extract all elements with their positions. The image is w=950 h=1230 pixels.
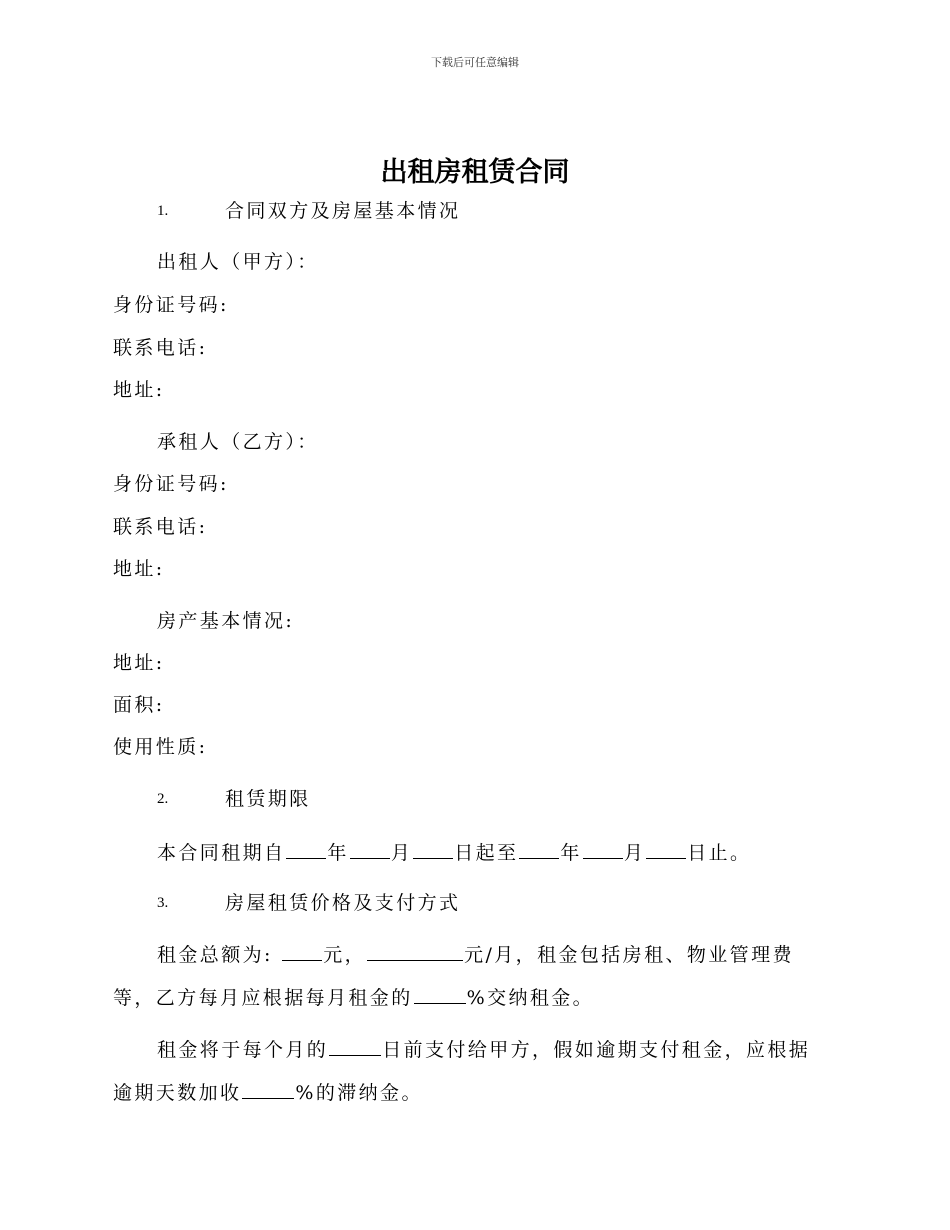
start-day-blank[interactable]	[413, 840, 453, 859]
payment-yuan: 元，	[323, 944, 367, 966]
term-month-2: 月	[623, 842, 646, 864]
lessor-phone-label: 联系电话:	[113, 337, 208, 359]
late-fee-percent-blank[interactable]	[242, 1080, 294, 1099]
section-2-number: 2.	[157, 791, 169, 807]
end-month-blank[interactable]	[583, 840, 623, 859]
lessor-label: 出租人（甲方）：	[157, 251, 319, 273]
term-day-from: 日起至	[454, 842, 519, 864]
rent-percent-blank[interactable]	[414, 985, 466, 1004]
payment-due-text: 租金将于每个月的	[157, 1039, 329, 1061]
payment-monthly-text: 元/月，租金包括房租、物业管理费	[464, 944, 794, 966]
lessee-address-label: 地址:	[113, 558, 165, 580]
section-3-heading: 房屋租赁价格及支付方式	[225, 892, 461, 914]
payment-line-4	[113, 1080, 423, 1105]
property-label: 房产基本情况:	[157, 610, 295, 632]
term-month-1: 月	[390, 842, 413, 864]
lessee-label: 承租人（乙方）：	[157, 431, 319, 453]
term-text-start: 本合同租期自	[157, 842, 286, 864]
property-area-label: 面积:	[113, 694, 165, 716]
section-3-number: 3.	[157, 895, 169, 911]
property-address-label: 地址:	[113, 652, 165, 674]
total-amount-blank[interactable]	[282, 942, 322, 961]
start-year-blank[interactable]	[286, 840, 326, 859]
payment-line-1	[157, 942, 794, 967]
document-title: 出租房租赁合同	[380, 157, 570, 188]
term-year-2: 年	[560, 842, 582, 864]
payment-line-3	[157, 1037, 810, 1062]
start-month-blank[interactable]	[350, 840, 390, 859]
late-fee-end: %的滞纳金。	[295, 1082, 423, 1104]
header-note: 下载后可任意编辑	[431, 56, 519, 69]
section-1-heading: 合同双方及房屋基本情况	[225, 200, 461, 222]
end-day-blank[interactable]	[646, 840, 686, 859]
term-year-1: 年	[327, 842, 349, 864]
end-year-blank[interactable]	[519, 840, 559, 859]
lessor-address-label: 地址:	[113, 379, 165, 401]
term-day-end: 日止。	[687, 842, 752, 864]
term-paragraph	[157, 840, 751, 865]
section-1-number: 1.	[157, 203, 169, 219]
payment-late-text: 日前支付给甲方，假如逾期支付租金，应根据	[382, 1039, 811, 1061]
payment-percent-end: %交纳租金。	[466, 987, 595, 1009]
late-fee-text: 逾期天数加收	[113, 1082, 242, 1104]
section-2-heading: 租赁期限	[225, 788, 311, 810]
due-day-blank[interactable]	[329, 1037, 381, 1056]
property-usage-label: 使用性质:	[113, 736, 208, 758]
lessee-id-label: 身份证号码:	[113, 473, 229, 495]
payment-total-label: 租金总额为:	[157, 944, 282, 966]
payment-line-2	[113, 985, 594, 1010]
lessee-phone-label: 联系电话:	[113, 516, 208, 538]
payment-percent-text: 等，乙方每月应根据每月租金的	[113, 987, 413, 1009]
lessor-id-label: 身份证号码:	[113, 294, 229, 316]
monthly-amount-blank[interactable]	[367, 942, 463, 961]
